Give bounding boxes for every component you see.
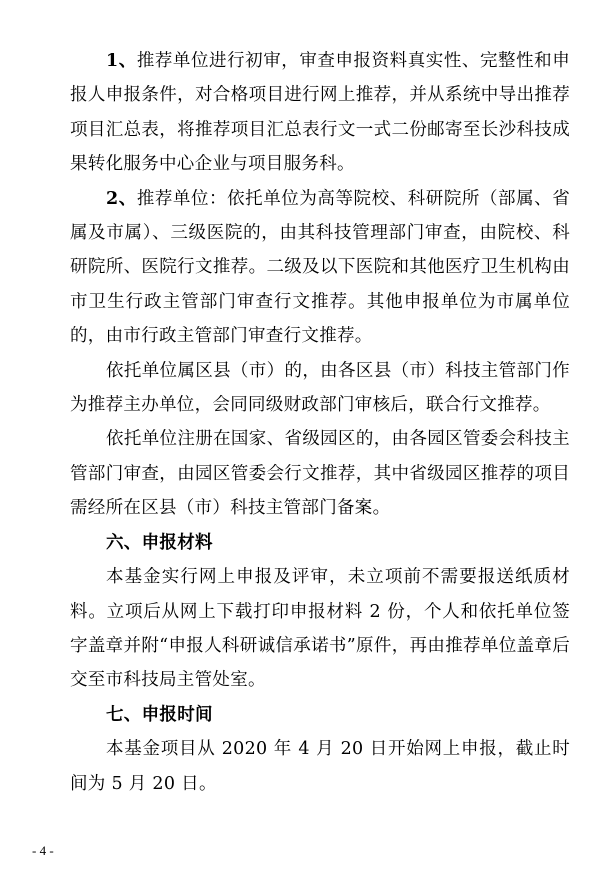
paragraph-text: 依托单位注册在国家、省级园区的，由各园区管委会科技主管部门审查，由园区管委会行文推荐，其中省级园区推荐的项目需经所在区县（市）科技主管部门备案。 — [70, 429, 570, 519]
paragraph-time: 本基金项目从 2020 年 4 月 20 日开始网上申报，截止时间为 5 月 20 日。 — [70, 739, 570, 794]
paragraph-park — [70, 422, 570, 525]
section-heading-time: 七、申报时间 — [106, 704, 213, 725]
paragraph-district — [70, 354, 570, 423]
paragraph-materials: 本基金实行网上申报及评审，未立项前不需要报送纸质材料。立项后从网上下载打印申报材料 2 份，个人和依托单位签字盖章并附“申报人科研诚信承诺书”原件，再由推荐单位盖章后交至市科技局主管处室。 — [70, 567, 570, 691]
paragraph-text: 推荐单位进行初审，审查申报资料真实性、完整性和申报人申报条件，对合格项目进行网上推荐，并从系统中导出推荐项目汇总表，将推荐项目汇总表行文一式二份邮寄至长沙科技成果转化服务中心企业与项目服务科。 — [70, 51, 571, 175]
paragraph-text: 推荐单位：依托单位为高等院校、科研院所（部属、省属及市属）、三级医院的，由其科技管理部门审查，由院校、科研院所、医院行文推荐。二级及以下医院和其他医疗卫生机构由市卫生行政主管部门审查行文推荐。其他申报单位为市属单位的，由市行政主管部门审查行文推荐。 — [70, 188, 571, 347]
paragraph-item-2 — [70, 182, 570, 354]
section-heading-materials: 六、申报材料 — [106, 532, 213, 553]
item-number: 2、 — [106, 188, 137, 209]
item-number: 1、 — [106, 51, 137, 71]
paragraph-item-1 — [70, 44, 570, 182]
paragraph-text: 依托单位属区县（市）的，由各区县（市）科技主管部门作为推荐主办单位，会同同级财政部门审核后，联合行文推荐。 — [70, 360, 570, 416]
page-number: - 4 - — [32, 843, 54, 858]
document-body — [70, 44, 570, 801]
